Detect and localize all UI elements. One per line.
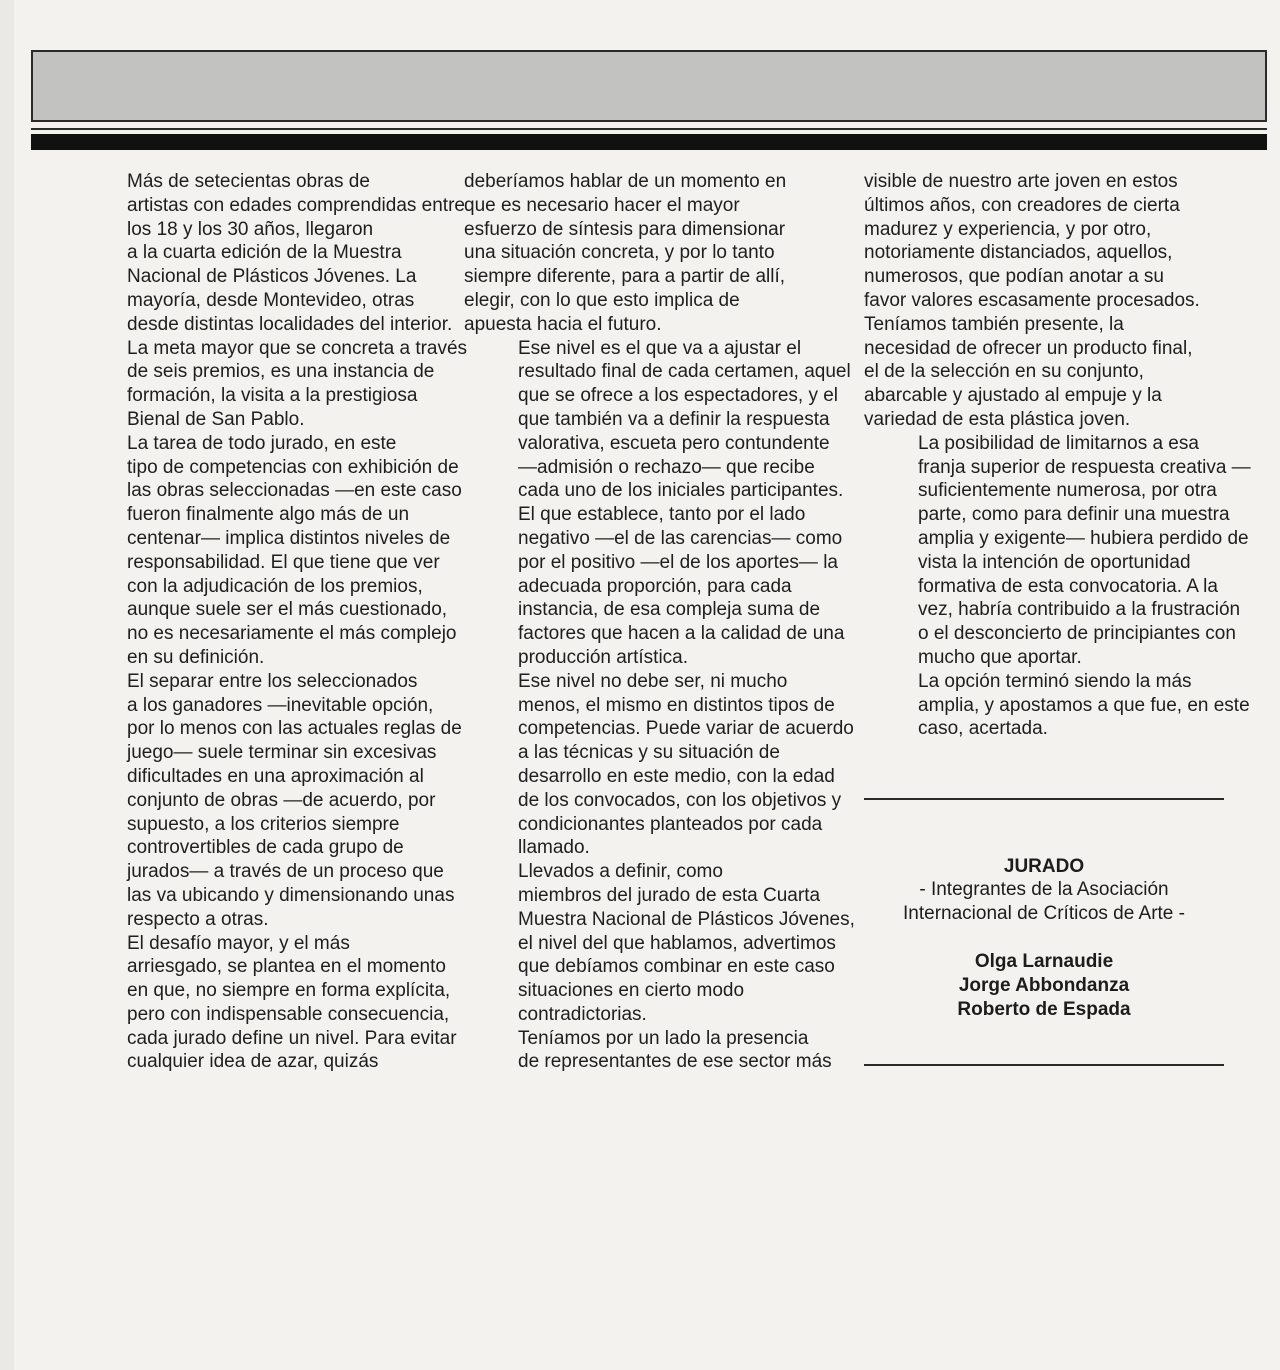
header-rule-thick [31, 134, 1267, 150]
text-line: visible de nuestro arte joven en estos [864, 171, 1178, 192]
text-line: —admisión o rechazo— que recibe [518, 456, 815, 478]
signature-rule-top [864, 798, 1224, 800]
text-line: por lo menos con las actuales reglas de [127, 718, 462, 740]
paragraph [464, 1027, 830, 1075]
text-line: elegir, con lo que esto implica de [464, 289, 740, 311]
text-line: aunque suele ser el más cuestionado, [127, 599, 448, 621]
text-line: producción artística. [518, 646, 689, 668]
text-line: caso, acertada. [918, 718, 1048, 740]
text-line: madurez y experiencia, y por otro, [864, 218, 1152, 240]
text-line: cada uno de los iniciales participantes. [518, 480, 844, 502]
signature-subtitle-line: Internacional de Críticos de Arte - [903, 902, 1185, 924]
text-line: conjunto de obras —de acuerdo, por [127, 789, 436, 811]
text-line: La opción terminó siendo la más [918, 670, 1192, 692]
text-line: resultado final de cada certamen, aquel [518, 361, 851, 383]
text-line: numerosos, que podían anotar a su [864, 266, 1164, 288]
text-line: variedad de esta plástica joven. [864, 408, 1131, 430]
text-line: El separar entre los seleccionados [127, 670, 418, 692]
text-line: mayoría, desde Montevideo, otras [127, 289, 415, 311]
text-line: los 18 y los 30 años, llegaron [127, 218, 374, 240]
text-line: en su definición. [127, 646, 265, 668]
text-line: vista la intención de oportunidad [918, 551, 1191, 573]
text-line: situaciones en cierto modo [518, 980, 745, 1002]
text-line: el nivel del que hablamos, advertimos [518, 932, 836, 954]
text-line: cada jurado define un nivel. Para evitar [127, 1027, 457, 1049]
text-line: artistas con edades comprendidas entre [127, 194, 465, 216]
text-line: que también va a definir la respuesta [518, 408, 830, 430]
text-line: responsabilidad. El que tiene que ver [127, 551, 440, 573]
text-line: menos, el mismo en distintos tipos de [518, 694, 835, 716]
text-line: con la adjudicación de los premios, [127, 575, 423, 597]
text-line: adecuada proporción, para cada [518, 575, 792, 597]
text-line: que es necesario hacer el mayor [464, 194, 740, 216]
text-line: Nacional de Plásticos Jóvenes. La [127, 266, 417, 288]
text-line: a los ganadores —inevitable opción, [127, 694, 434, 716]
text-line: de los convocados, con los objetivos y [518, 789, 842, 811]
text-line: formativa de esta convocatoria. A la [918, 575, 1218, 597]
paragraph [464, 337, 851, 670]
text-line: deberíamos hablar de un momento en [464, 171, 787, 192]
paragraph [73, 670, 462, 932]
text-line: últimos años, con creadores de cierta [864, 194, 1180, 216]
text-line: competencias. Puede variar de acuerdo [518, 718, 854, 740]
text-line: las va ubicando y dimensionando unas [127, 884, 455, 906]
text-line: dificultades en una aproximación al [127, 765, 424, 787]
text-line: una situación concreta, y por lo tanto [464, 242, 775, 264]
text-column-3 [864, 170, 1251, 741]
text-line: parte, como para definir una muestra [918, 504, 1230, 526]
text-line: pero con indispensable consecuencia, [127, 1003, 450, 1025]
text-line: apuesta hacia el futuro. [464, 313, 662, 335]
signature-title: JURADO [1003, 856, 1085, 877]
paragraph [73, 170, 468, 432]
paragraph [464, 170, 830, 337]
text-line: Teníamos por un lado la presencia [518, 1027, 809, 1049]
text-line: abarcable y ajustado al empuje y la [864, 385, 1162, 407]
text-line: negativo —el de las carencias— como [518, 527, 843, 549]
text-line: fueron finalmente algo más de un [127, 504, 410, 526]
text-line: que se ofrece a los espectadores, y el [518, 385, 839, 407]
text-line: La posibilidad de limitarnos a esa [918, 432, 1199, 454]
text-line: El desafío mayor, y el más [127, 932, 350, 954]
text-line: condicionantes planteados por cada [518, 813, 823, 835]
text-line: Bienal de San Pablo. [127, 408, 305, 430]
text-line: El que establece, tanto por el lado [518, 504, 806, 526]
text-line: Teníamos también presente, la [864, 313, 1124, 335]
text-line: vez, habría contribuido a la frustración [918, 599, 1241, 621]
header-banner [31, 50, 1267, 122]
text-line: Más de setecientas obras de [127, 171, 370, 192]
text-line: o el desconcierto de principiantes con [918, 623, 1236, 645]
text-line: arriesgado, se plantea en el momento [127, 956, 446, 978]
text-line: centenar— implica distintos niveles de [127, 527, 451, 549]
text-line: supuesto, a los criterios siempre [127, 813, 400, 835]
text-line: tipo de competencias con exhibición de [127, 456, 459, 478]
text-line: que debíamos combinar en este caso [518, 956, 835, 978]
paragraph [864, 170, 1232, 432]
text-line: desarrollo en este medio, con la edad [518, 765, 835, 787]
signature-name: Jorge Abbondanza [958, 974, 1130, 996]
text-line: respecto a otras. [127, 908, 269, 930]
text-line: las obras seleccionadas —en este caso [127, 480, 462, 502]
text-line: de representantes de ese sector más [518, 1051, 832, 1073]
text-line: desde distintas localidades del interior. [127, 313, 453, 335]
text-line: Muestra Nacional de Plásticos Jóvenes, [518, 908, 855, 930]
text-line: La tarea de todo jurado, en este [127, 432, 397, 454]
text-line: esfuerzo de síntesis para dimensionar [464, 218, 786, 240]
paragraph [73, 932, 457, 1075]
paragraph [464, 860, 855, 1027]
text-line: valorativa, escueta pero contundente [518, 432, 830, 454]
text-line: controvertibles de cada grupo de [127, 837, 404, 859]
text-line: Ese nivel no debe ser, ni mucho [518, 670, 788, 692]
text-line: Ese nivel es el que va a ajustar el [518, 337, 802, 359]
text-line: factores que hacen a la calidad de una [518, 623, 845, 645]
text-line: franja superior de respuesta creativa — [918, 456, 1251, 478]
text-line: llamado. [518, 837, 590, 859]
signature-rule-bottom [864, 1064, 1224, 1066]
signature-subtitle-line: - Integrantes de la Asociación [919, 879, 1169, 900]
paragraph [73, 432, 462, 670]
header-rule-thin [31, 128, 1267, 130]
text-line: notoriamente distanciados, aquellos, [864, 242, 1173, 264]
text-line: siempre diferente, para a partir de allí, [464, 266, 786, 288]
text-line: miembros del jurado de esta Cuarta [518, 884, 821, 906]
signature-names [864, 950, 1224, 1021]
text-line: contradictorias. [518, 1003, 647, 1025]
text-line: formación, la visita a la prestigiosa [127, 385, 418, 407]
text-line: a la cuarta edición de la Muestra [127, 242, 402, 264]
text-line: Llevados a definir, como [518, 861, 723, 883]
text-line: no es necesariamente el más complejo [127, 623, 457, 645]
text-line: por el positivo —el de los aportes— la [518, 551, 838, 573]
text-line: jurados— a través de un proceso que [127, 861, 444, 883]
text-line: mucho que aportar. [918, 646, 1082, 668]
text-column-2 [464, 170, 855, 1074]
text-line: favor valores escasamente procesados. [864, 289, 1200, 311]
text-line: La meta mayor que se concreta a través [127, 337, 468, 359]
text-line: en que, no siempre en forma explícita, [127, 980, 451, 1002]
text-line: necesidad de ofrecer un producto final, [864, 337, 1193, 359]
text-line: suficientemente numerosa, por otra [918, 480, 1217, 502]
text-line: amplia, y apostamos a que fue, en este [918, 694, 1250, 716]
text-line: cualquier idea de azar, quizás [127, 1051, 379, 1073]
text-line: instancia, de esa compleja suma de [518, 599, 821, 621]
text-column-1 [73, 170, 468, 1074]
signature-name: Roberto de Espada [957, 998, 1131, 1020]
paragraph [864, 432, 1251, 670]
text-line: el de la selección en su conjunto, [864, 361, 1144, 383]
text-line: a las técnicas y su situación de [518, 742, 780, 764]
paragraph [464, 670, 854, 860]
text-line: juego— suele terminar sin excesivas [127, 742, 437, 764]
paragraph [864, 670, 1250, 741]
text-line: de seis premios, es una instancia de [127, 361, 435, 383]
text-line: amplia y exigente— hubiera perdido de [918, 527, 1249, 549]
signature-subtitle [864, 878, 1224, 926]
signature-name: Olga Larnaudie [974, 951, 1114, 972]
